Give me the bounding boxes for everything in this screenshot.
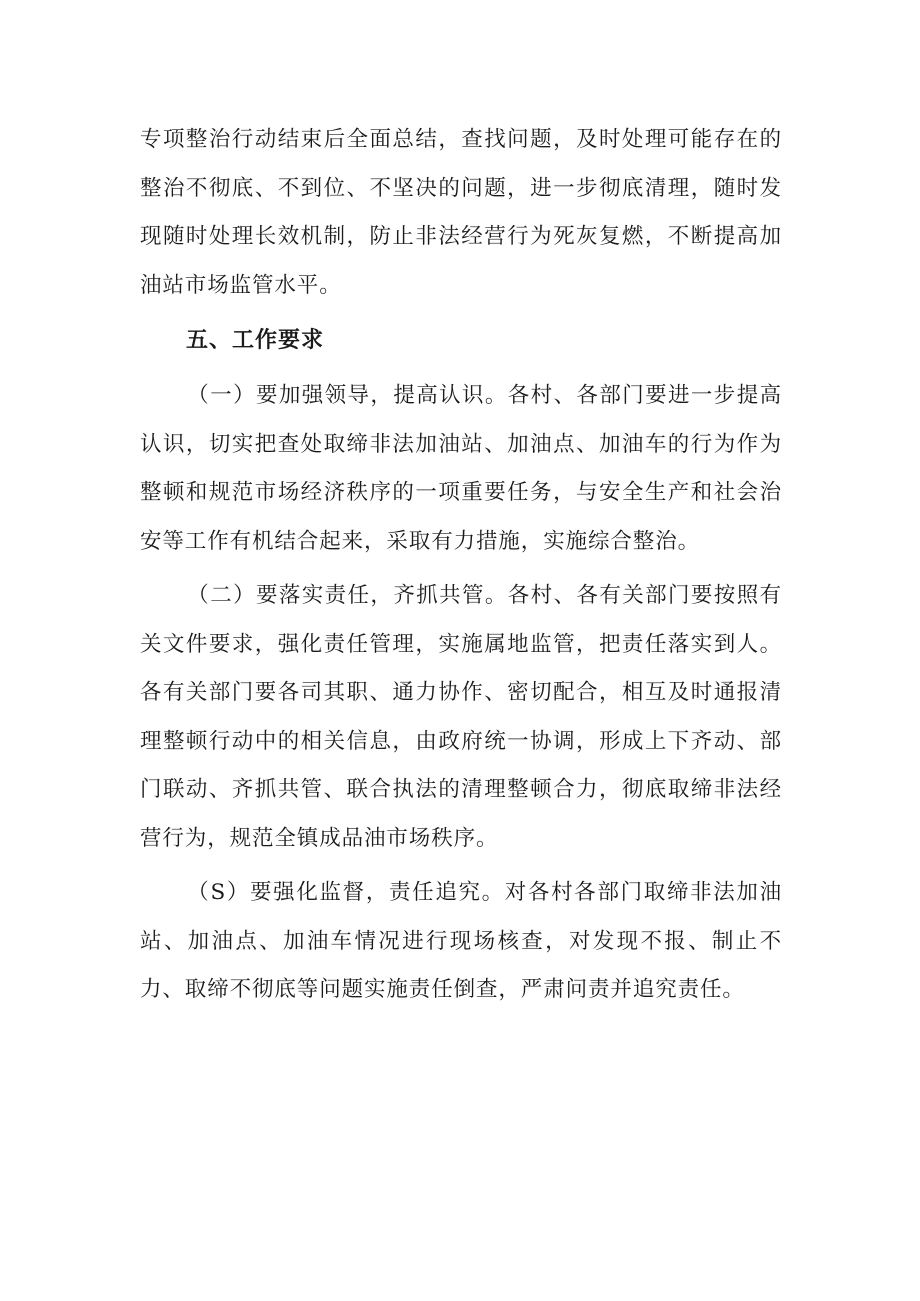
paragraph-item-1: （一）要加强领导，提高认识。各村、各部门要进一步提高认识，切实把查处取缔非法加油站、加油点、加油车的行为作为整顿和规范市场经济秩序的一项重要任务，与安全生产和社会治安等工作有机结合起来，采取有力措施，实施综合整治。 <box>140 383 782 554</box>
document-body <box>140 116 782 1015</box>
paragraph-item-2: （二）要落实责任，齐抓共管。各村、各有关部门要按照有关文件要求，强化责任管理，实施属地监管，把责任落实到人。各有关部门要各司其职、通力协作、密切配合，相互及时通报清理整顿行动中的相关信息，由政府统一协调，形成上下齐动、部门联动、齐抓共管、联合执法的清理整顿合力，彻底取缔非法经营行为，规范全镇成品油市场秩序。 <box>140 583 782 851</box>
paragraph-item-3: （S）要强化监督，责任追究。对各村各部门取缔非法加油站、加油点、加油车情况进行现场核查，对发现不报、制止不力、取缔不彻底等问题实施责任倒查，严肃问责并追究责任。 <box>140 880 782 1002</box>
section-heading: 五、工作要求 <box>186 328 325 353</box>
paragraph-continuation: 专项整治行动结束后全面总结，查找问题，及时处理可能存在的整治不彻底、不到位、不坚决的问题，进一步彻底清理，随时发现随时处理长效机制，防止非法经营行为死灰复燃，不断提高加油站市场监管水平。 <box>140 127 782 298</box>
